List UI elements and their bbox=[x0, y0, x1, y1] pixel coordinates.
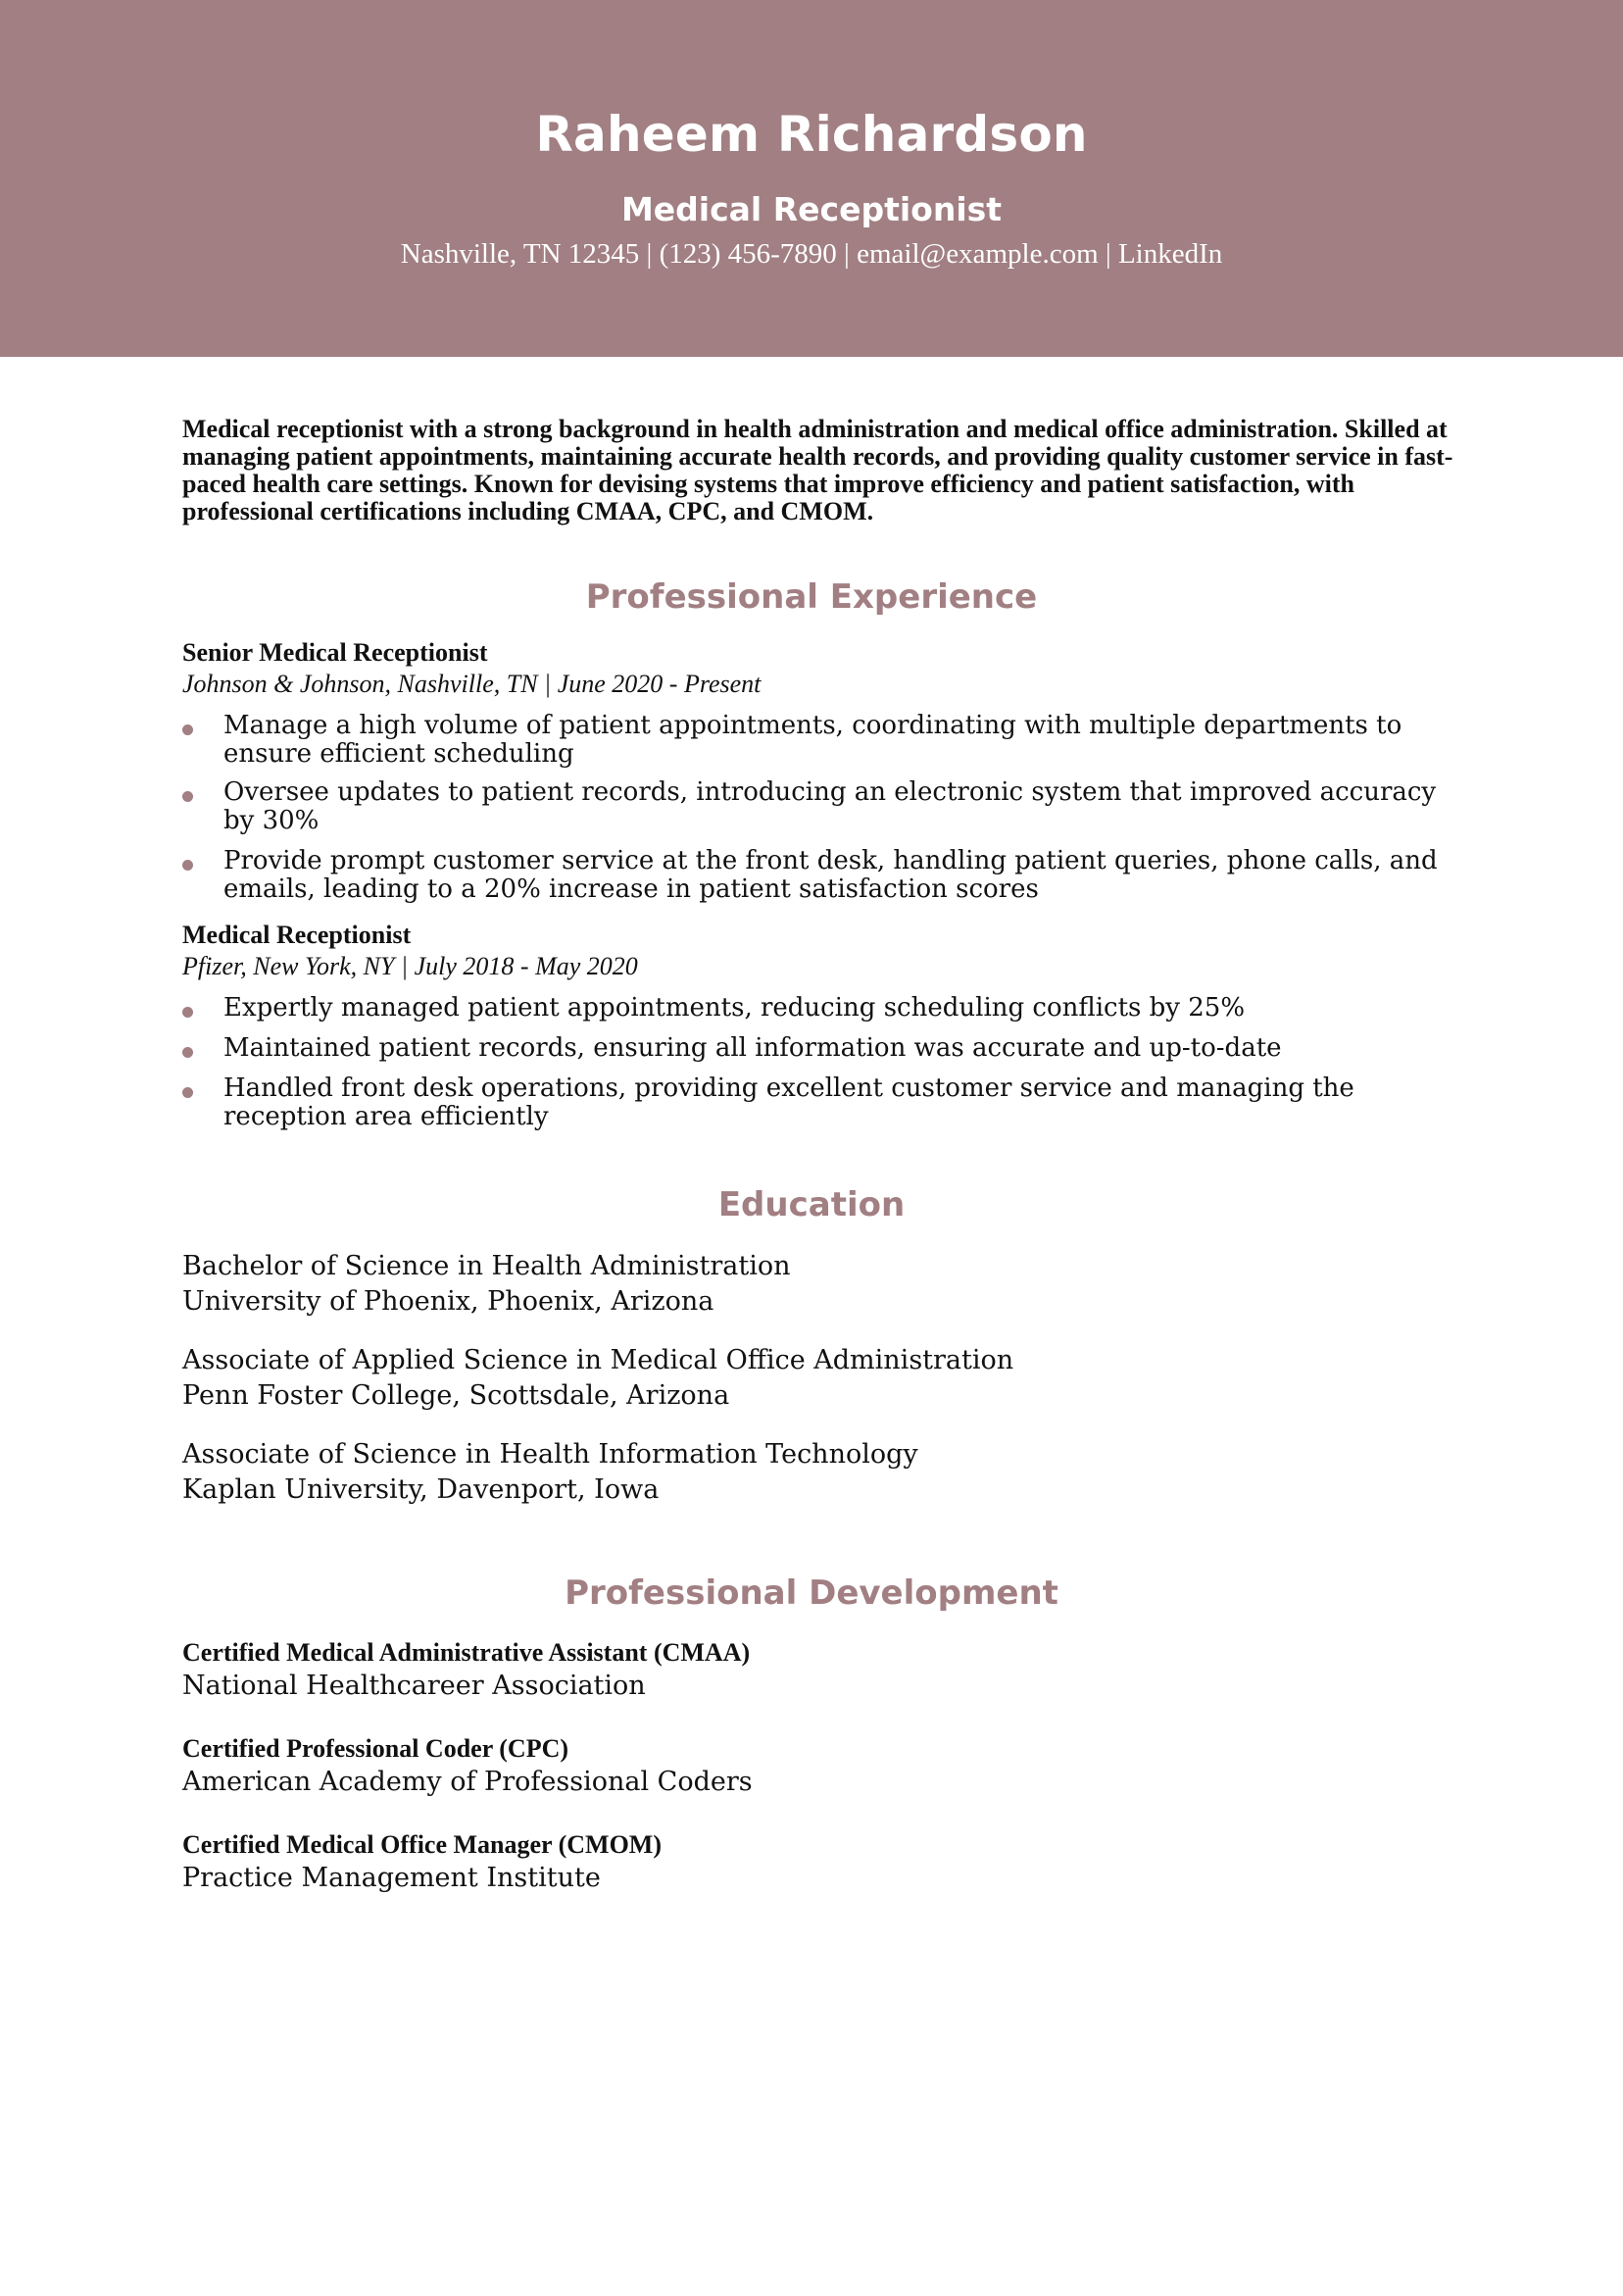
bullet-item bbox=[182, 1074, 1456, 1131]
certification-entry bbox=[182, 1829, 1456, 1896]
certification-name: Certified Medical Office Manager (CMOM) bbox=[182, 1830, 662, 1859]
education-entry bbox=[182, 1249, 1456, 1320]
job-entry bbox=[182, 637, 1456, 904]
bullet-item bbox=[182, 994, 1456, 1023]
degree-name: Bachelor of Science in Health Administration bbox=[182, 1251, 791, 1281]
certification-org: American Academy of Professional Coders bbox=[182, 1767, 753, 1797]
contact-line: Nashville, TN 12345 | (123) 456-7890 | email@example.com | LinkedIn bbox=[400, 238, 1223, 270]
section-title-experience: Professional Experience bbox=[585, 577, 1038, 617]
school-name: Kaplan University, Davenport, Iowa bbox=[182, 1474, 660, 1505]
bullet-dot-icon bbox=[182, 1087, 193, 1098]
education-entry bbox=[182, 1343, 1456, 1414]
summary-paragraph: Medical receptionist with a strong background in health administration and medical office administration. Skilled at managing patient appointments, maintaining accurate health records, and providing quality customer service in fast-paced health care settings. Known for devising systems that improve efficiency and patient satisfaction, with professional certifications including CMAA, CPC, and CMOM. bbox=[182, 415, 1453, 525]
certification-name: Certified Medical Administrative Assistant (CMAA) bbox=[182, 1638, 751, 1667]
bullet-dot-icon bbox=[182, 791, 193, 802]
job-title: Senior Medical Receptionist bbox=[182, 638, 488, 667]
school-name: Penn Foster College, Scottsdale, Arizona bbox=[182, 1380, 730, 1411]
certification-name: Certified Professional Coder (CPC) bbox=[182, 1734, 569, 1763]
degree-name: Associate of Applied Science in Medical Office Administration bbox=[182, 1345, 1014, 1375]
bullet-text: Manage a high volume of patient appointments, coordinating with multiple departments to ensure efficient scheduling bbox=[223, 711, 1402, 769]
degree-name: Associate of Science in Health Information Technology bbox=[182, 1439, 918, 1470]
certification-org: National Healthcareer Association bbox=[182, 1671, 646, 1701]
section-title-development: Professional Development bbox=[565, 1573, 1058, 1613]
certification-entry bbox=[182, 1637, 1456, 1704]
bullet-text: Provide prompt customer service at the front desk, handling patient queries, phone calls, and emails, leading to a 20% increase in patient satisfaction scores bbox=[223, 846, 1438, 904]
resume-body bbox=[182, 416, 1456, 1896]
certification-entry bbox=[182, 1733, 1456, 1800]
bullet-text: Expertly managed patient appointments, reducing scheduling conflicts by 25% bbox=[223, 993, 1246, 1023]
job-meta: Pfizer, New York, NY | July 2018 - May 2020 bbox=[182, 952, 638, 980]
job-bullets bbox=[182, 994, 1456, 1131]
bullet-item bbox=[182, 847, 1456, 904]
bullet-text: Oversee updates to patient records, introducing an electronic system that improved accuracy by 30% bbox=[223, 777, 1437, 835]
bullet-dot-icon bbox=[182, 1047, 193, 1058]
job-meta: Johnson & Johnson, Nashville, TN | June 2020 - Present bbox=[182, 670, 762, 698]
bullet-item bbox=[182, 778, 1456, 835]
certification-org: Practice Management Institute bbox=[182, 1863, 601, 1893]
bullet-text: Handled front desk operations, providing excellent customer service and managing the reception area efficiently bbox=[223, 1073, 1354, 1131]
bullet-text: Maintained patient records, ensuring all information was accurate and up-to-date bbox=[223, 1033, 1282, 1063]
section-title-education: Education bbox=[717, 1185, 906, 1224]
bullet-dot-icon bbox=[182, 1007, 193, 1018]
candidate-name: Raheem Richardson bbox=[535, 106, 1088, 163]
bullet-dot-icon bbox=[182, 860, 193, 871]
school-name: University of Phoenix, Phoenix, Arizona bbox=[182, 1286, 714, 1317]
education-entry bbox=[182, 1437, 1456, 1508]
resume-header bbox=[0, 0, 1623, 357]
job-entry bbox=[182, 920, 1456, 1131]
candidate-role: Medical Receptionist bbox=[620, 190, 1003, 228]
bullet-item bbox=[182, 712, 1456, 769]
bullet-item bbox=[182, 1034, 1456, 1063]
job-title: Medical Receptionist bbox=[182, 921, 412, 949]
job-bullets bbox=[182, 712, 1456, 904]
bullet-dot-icon bbox=[182, 724, 193, 735]
